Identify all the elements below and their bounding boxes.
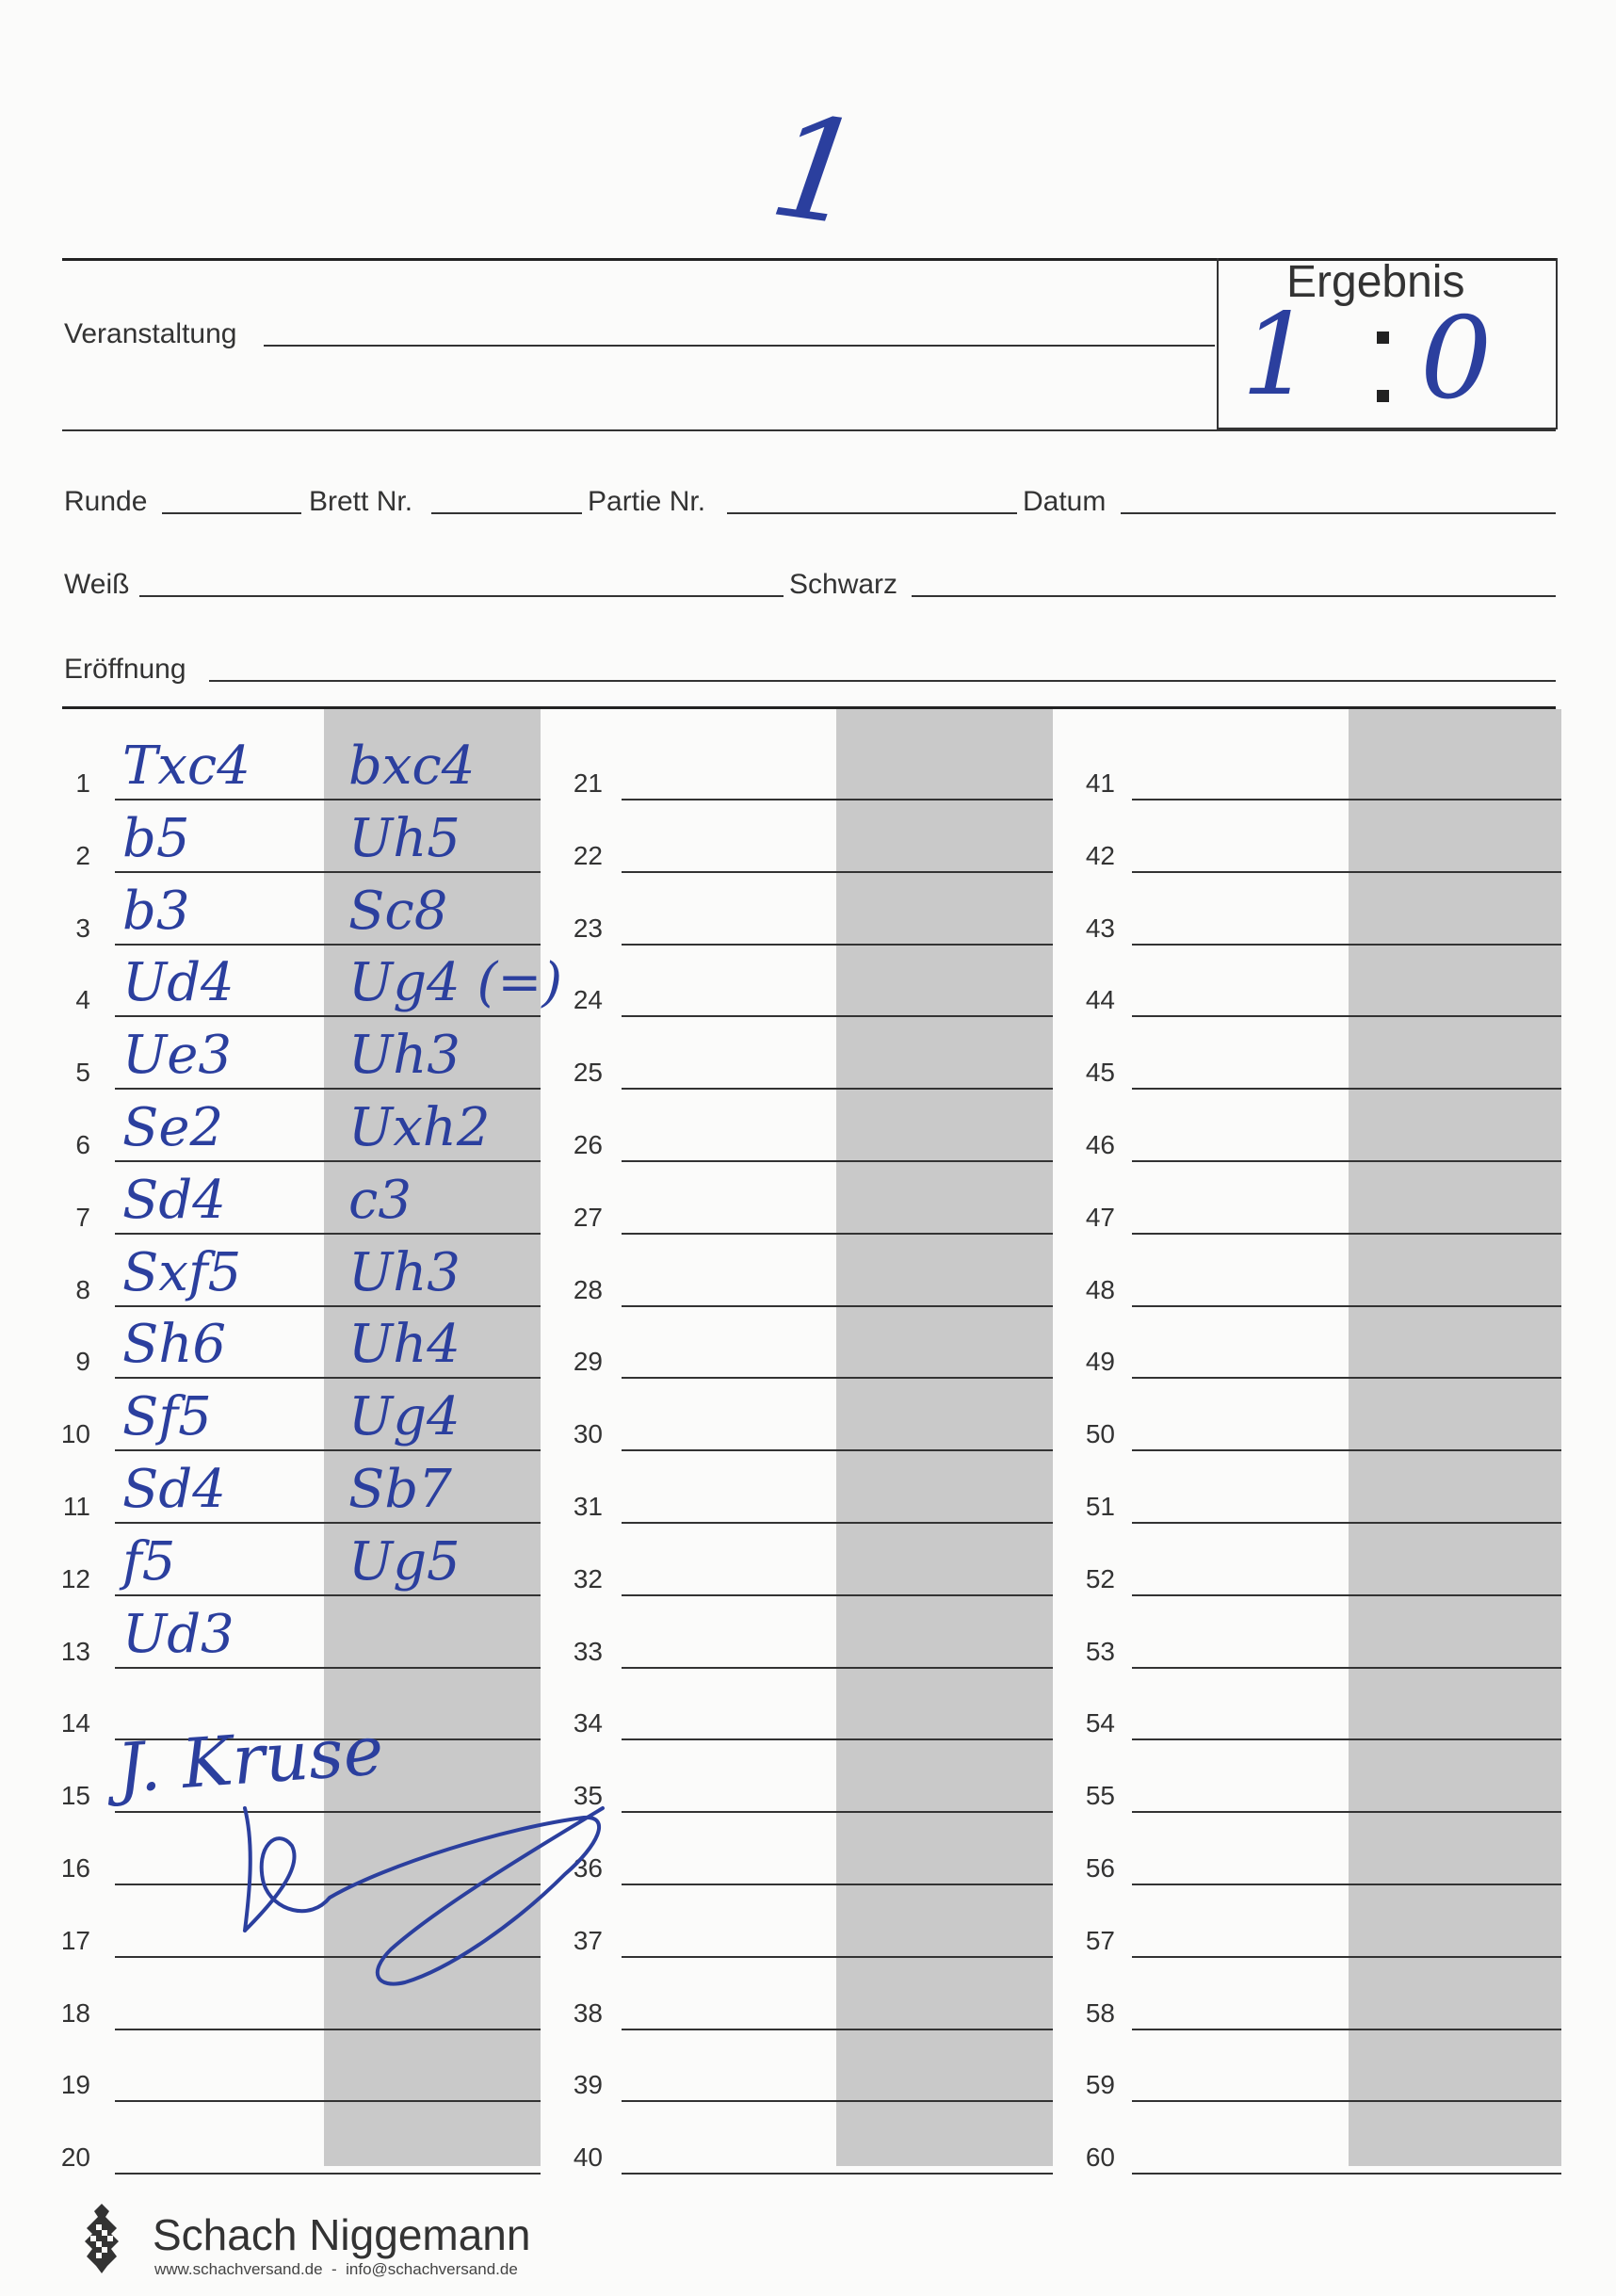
- move-number: 52: [1085, 1563, 1115, 1593]
- move-row-line[interactable]: [1132, 1088, 1561, 1090]
- signature-scribble: [226, 1789, 622, 1997]
- black-move: Uxh2: [348, 1097, 491, 1158]
- move-number: 26: [573, 1130, 603, 1159]
- move-row-line[interactable]: [622, 2029, 1053, 2030]
- result-label: Ergebnis: [1286, 257, 1465, 307]
- move-row-line[interactable]: [1132, 1594, 1561, 1596]
- move-number: 19: [60, 2070, 90, 2100]
- move-number: 53: [1085, 1636, 1115, 1666]
- move-number: 15: [60, 1781, 90, 1811]
- move-row-line[interactable]: [622, 1233, 1053, 1235]
- move-row-line[interactable]: [1132, 1738, 1561, 1740]
- white-move: f5: [122, 1530, 176, 1593]
- signature-name: J. Kruse: [114, 1710, 386, 1808]
- opening-field[interactable]: [209, 680, 1556, 682]
- move-number: 5: [75, 1058, 90, 1088]
- move-number: 47: [1085, 1202, 1115, 1232]
- move-row-line[interactable]: [115, 1667, 541, 1669]
- col3-black-shade: [1349, 709, 1561, 2166]
- game-label: Partie Nr.: [588, 486, 706, 517]
- move-number: 34: [573, 1708, 603, 1738]
- move-number: 43: [1085, 913, 1115, 943]
- black-move: Ug4 (=): [348, 952, 563, 1014]
- event-field[interactable]: [264, 345, 1215, 347]
- move-number: 36: [573, 1853, 603, 1883]
- result-white-score: 1: [1241, 290, 1314, 421]
- black-player-field[interactable]: [912, 595, 1556, 597]
- move-number: 22: [573, 840, 603, 870]
- black-move: Sb7: [348, 1459, 452, 1520]
- move-number: 39: [573, 2070, 603, 2100]
- white-move: b5: [122, 807, 190, 869]
- move-number: 46: [1085, 1130, 1115, 1159]
- move-row-line[interactable]: [1132, 2029, 1561, 2030]
- move-row-line[interactable]: [622, 944, 1053, 946]
- black-move: bxc4: [348, 736, 476, 797]
- move-row-line[interactable]: [622, 1377, 1053, 1379]
- move-number: 7: [75, 1202, 90, 1232]
- move-row-line[interactable]: [115, 1015, 541, 1017]
- move-row-line[interactable]: [115, 1449, 541, 1451]
- move-row-line[interactable]: [1132, 1884, 1561, 1885]
- black-move: Uh3: [348, 1025, 461, 1087]
- white-move: Ue3: [122, 1025, 232, 1087]
- move-number: 35: [573, 1781, 603, 1811]
- white-move: Sd4: [122, 1169, 226, 1231]
- black-move: Uh3: [348, 1241, 461, 1303]
- move-number: 4: [75, 985, 90, 1015]
- board-field[interactable]: [431, 512, 582, 514]
- move-row-line[interactable]: [1132, 2173, 1561, 2175]
- black-move: c3: [348, 1169, 412, 1231]
- move-number: 40: [573, 2142, 603, 2173]
- white-move: Txc4: [122, 736, 250, 797]
- move-row-line[interactable]: [1132, 1305, 1561, 1307]
- move-row-line[interactable]: [115, 2029, 541, 2030]
- sheet-number: 1: [761, 84, 874, 259]
- col2-black-shade: [836, 709, 1053, 2166]
- round-field[interactable]: [162, 512, 301, 514]
- move-row-line[interactable]: [1132, 1233, 1561, 1235]
- move-number: 24: [573, 985, 603, 1015]
- move-number: 17: [60, 1925, 90, 1955]
- game-field[interactable]: [727, 512, 1017, 514]
- move-row-line[interactable]: [1132, 1449, 1561, 1451]
- round-label: Runde: [64, 486, 148, 517]
- move-row-line[interactable]: [115, 1522, 541, 1524]
- move-row-line[interactable]: [622, 1305, 1053, 1307]
- move-row-line[interactable]: [622, 1522, 1053, 1524]
- white-move: b3: [122, 880, 190, 942]
- move-row-line[interactable]: [115, 1594, 541, 1596]
- move-row-line[interactable]: [1132, 944, 1561, 946]
- move-number: 10: [60, 1419, 90, 1449]
- white-move: Ud4: [122, 952, 234, 1014]
- opening-label: Eröffnung: [64, 654, 186, 685]
- move-row-line[interactable]: [115, 1305, 541, 1307]
- move-row-line[interactable]: [622, 1811, 1053, 1813]
- move-row-line[interactable]: [622, 1160, 1053, 1162]
- move-row-line[interactable]: [1132, 1377, 1561, 1379]
- move-row-line[interactable]: [115, 1160, 541, 1162]
- white-move: Sxf5: [122, 1241, 242, 1303]
- move-number: 55: [1085, 1781, 1115, 1811]
- move-number: 33: [573, 1636, 603, 1666]
- move-number: 50: [1085, 1419, 1115, 1449]
- move-number: 12: [60, 1563, 90, 1593]
- black-move: Uh4: [348, 1314, 461, 1376]
- date-label: Datum: [1023, 486, 1107, 517]
- event-bottom-rule: [62, 429, 1556, 431]
- move-row-line[interactable]: [115, 1088, 541, 1090]
- move-number: 60: [1085, 2142, 1115, 2173]
- move-row-line[interactable]: [115, 871, 541, 873]
- black-move: Uh5: [348, 807, 461, 869]
- move-number: 56: [1085, 1853, 1115, 1883]
- move-number: 59: [1085, 2070, 1115, 2100]
- move-number: 14: [60, 1708, 90, 1738]
- move-row-line[interactable]: [622, 1015, 1053, 1017]
- move-row-line[interactable]: [115, 1233, 541, 1235]
- white-player-field[interactable]: [139, 595, 784, 597]
- move-number: 16: [60, 1853, 90, 1883]
- footer-contact: www.schachversand.de - info@schachversand.de: [154, 2260, 518, 2278]
- move-number: 13: [60, 1636, 90, 1666]
- move-number: 38: [573, 1997, 603, 2028]
- move-row-line[interactable]: [1132, 1811, 1561, 1813]
- move-number: 3: [75, 913, 90, 943]
- move-number: 27: [573, 1202, 603, 1232]
- move-number: 41: [1085, 768, 1115, 798]
- move-row-line[interactable]: [622, 799, 1053, 800]
- move-number: 30: [573, 1419, 603, 1449]
- black-move: Ug5: [348, 1530, 461, 1593]
- move-number: 31: [573, 1492, 603, 1521]
- white-move: Sd4: [122, 1459, 226, 1520]
- move-row-line[interactable]: [622, 1738, 1053, 1740]
- move-row-line[interactable]: [115, 799, 541, 800]
- event-label: Veranstaltung: [64, 318, 237, 349]
- move-row-line[interactable]: [115, 944, 541, 946]
- result-black-score: 0: [1420, 294, 1493, 425]
- move-number: 20: [60, 2142, 90, 2173]
- move-row-line[interactable]: [622, 2100, 1053, 2102]
- move-row-line[interactable]: [1132, 1015, 1561, 1017]
- move-number: 42: [1085, 840, 1115, 870]
- move-number: 58: [1085, 1997, 1115, 2028]
- move-number: 11: [62, 1492, 90, 1521]
- move-number: 37: [573, 1925, 603, 1955]
- move-row-line[interactable]: [1132, 1522, 1561, 1524]
- table-top-rule: [62, 706, 1556, 709]
- white-move: Sh6: [122, 1314, 227, 1376]
- move-row-line[interactable]: [622, 1884, 1053, 1885]
- move-number: 6: [75, 1130, 90, 1159]
- move-row-line[interactable]: [115, 2100, 541, 2102]
- move-row-line[interactable]: [1132, 2100, 1561, 2102]
- move-row-line[interactable]: [622, 1449, 1053, 1451]
- knight-logo-icon: [68, 2200, 136, 2277]
- move-number: 23: [573, 913, 603, 943]
- black-player-label: Schwarz: [789, 569, 898, 600]
- black-move: Ug4: [348, 1386, 461, 1448]
- move-number: 54: [1085, 1708, 1115, 1738]
- move-row-line[interactable]: [1132, 871, 1561, 873]
- move-row-line[interactable]: [622, 871, 1053, 873]
- move-row-line[interactable]: [622, 1956, 1053, 1958]
- move-number: 57: [1085, 1925, 1115, 1955]
- result-separator-top: [1377, 331, 1389, 344]
- move-number: 49: [1085, 1347, 1115, 1377]
- white-move: Ud3: [122, 1603, 234, 1665]
- move-number: 44: [1085, 985, 1115, 1015]
- white-move: Sf5: [122, 1386, 212, 1448]
- move-number: 1: [75, 768, 90, 798]
- date-field[interactable]: [1121, 512, 1556, 514]
- move-row-line[interactable]: [115, 1377, 541, 1379]
- white-move: Se2: [122, 1097, 224, 1158]
- move-number: 21: [573, 768, 603, 798]
- move-number: 18: [60, 1997, 90, 2028]
- move-row-line[interactable]: [1132, 1667, 1561, 1669]
- move-row-line[interactable]: [622, 1088, 1053, 1090]
- move-number: 51: [1085, 1492, 1115, 1521]
- move-number: 2: [75, 840, 90, 870]
- move-row-line[interactable]: [1132, 1160, 1561, 1162]
- move-row-line[interactable]: [622, 2173, 1053, 2175]
- move-number: 45: [1085, 1058, 1115, 1088]
- move-row-line[interactable]: [622, 1594, 1053, 1596]
- move-number: 29: [573, 1347, 603, 1377]
- result-separator-bottom: [1377, 390, 1389, 402]
- move-row-line[interactable]: [622, 1667, 1053, 1669]
- move-row-line[interactable]: [1132, 799, 1561, 800]
- move-number: 28: [573, 1274, 603, 1304]
- move-number: 32: [573, 1563, 603, 1593]
- move-number: 48: [1085, 1274, 1115, 1304]
- move-number: 8: [75, 1274, 90, 1304]
- footer-brand: Schach Niggemann: [153, 2210, 531, 2259]
- board-label: Brett Nr.: [309, 486, 413, 517]
- move-number: 25: [573, 1058, 603, 1088]
- move-row-line[interactable]: [1132, 1956, 1561, 1958]
- move-number: 9: [75, 1347, 90, 1377]
- move-row-line[interactable]: [115, 2173, 541, 2175]
- black-move: Sc8: [348, 880, 448, 942]
- white-player-label: Weiß: [64, 569, 130, 600]
